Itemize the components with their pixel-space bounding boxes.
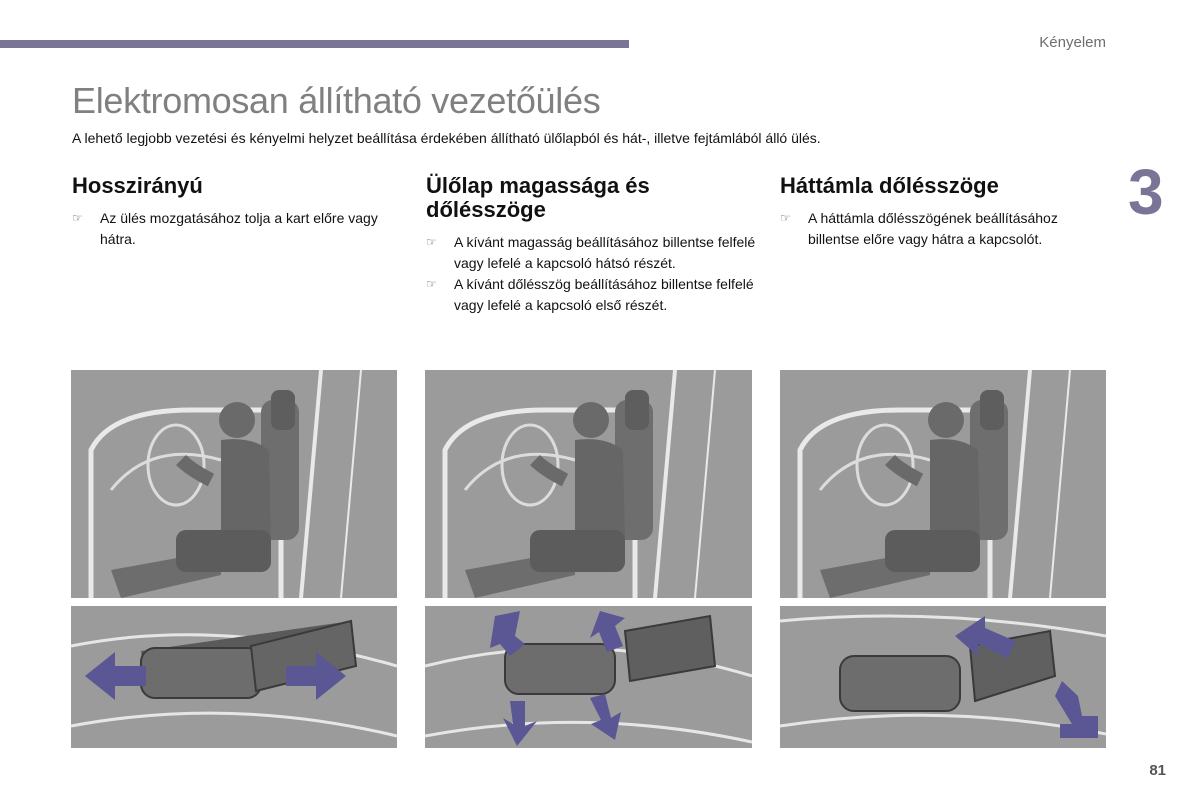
section-label: Kényelem — [1039, 34, 1106, 51]
pointing-hand-icon: ☞ — [780, 211, 791, 225]
list-item: ☞ A háttámla dőlésszögének beállításához billentse előre vagy hátra a kapcsolót. — [780, 210, 1058, 247]
section-longitudinal — [72, 174, 402, 250]
switch-closeup-cushion — [425, 606, 752, 748]
section-backrest — [780, 174, 1110, 250]
intro-text: A lehető legjobb vezetési és kényelmi helyzet beállítása érdekében állítható ülőlapból és hát-, illetve fejtámlából álló ülés. — [72, 130, 821, 146]
list-item: ☞ A kívánt magasság beállításához billentse felfelé vagy lefelé a kapcsoló hátsó részét. — [426, 234, 756, 271]
list-item: ☞ A kívánt dőlésszög beállításához billentse felfelé vagy lefelé a kapcsoló első részét. — [426, 276, 754, 313]
section-heading: Ülőlap magassága és dőlésszöge — [426, 173, 650, 222]
pointing-hand-icon: ☞ — [426, 277, 437, 291]
chapter-number: 3 — [1128, 156, 1164, 228]
switch-closeup-backrest — [780, 606, 1106, 748]
section-cushion — [426, 174, 756, 316]
pointing-hand-icon: ☞ — [426, 235, 437, 249]
list-item: ☞ Az ülés mozgatásához tolja a kart előre vagy hátra. — [72, 210, 378, 247]
seat-illustration-backrest — [780, 370, 1106, 598]
switch-closeup-longitudinal — [71, 606, 397, 748]
page-number: 81 — [1149, 762, 1166, 779]
section-heading: Hosszirányú — [72, 173, 203, 198]
section-heading: Háttámla dőlésszöge — [780, 173, 999, 198]
seat-illustration-longitudinal — [71, 370, 397, 598]
seat-illustration-cushion — [425, 370, 752, 598]
pointing-hand-icon: ☞ — [72, 211, 83, 225]
page-title: Elektromosan állítható vezetőülés — [72, 80, 601, 121]
top-accent-bar — [0, 40, 629, 48]
